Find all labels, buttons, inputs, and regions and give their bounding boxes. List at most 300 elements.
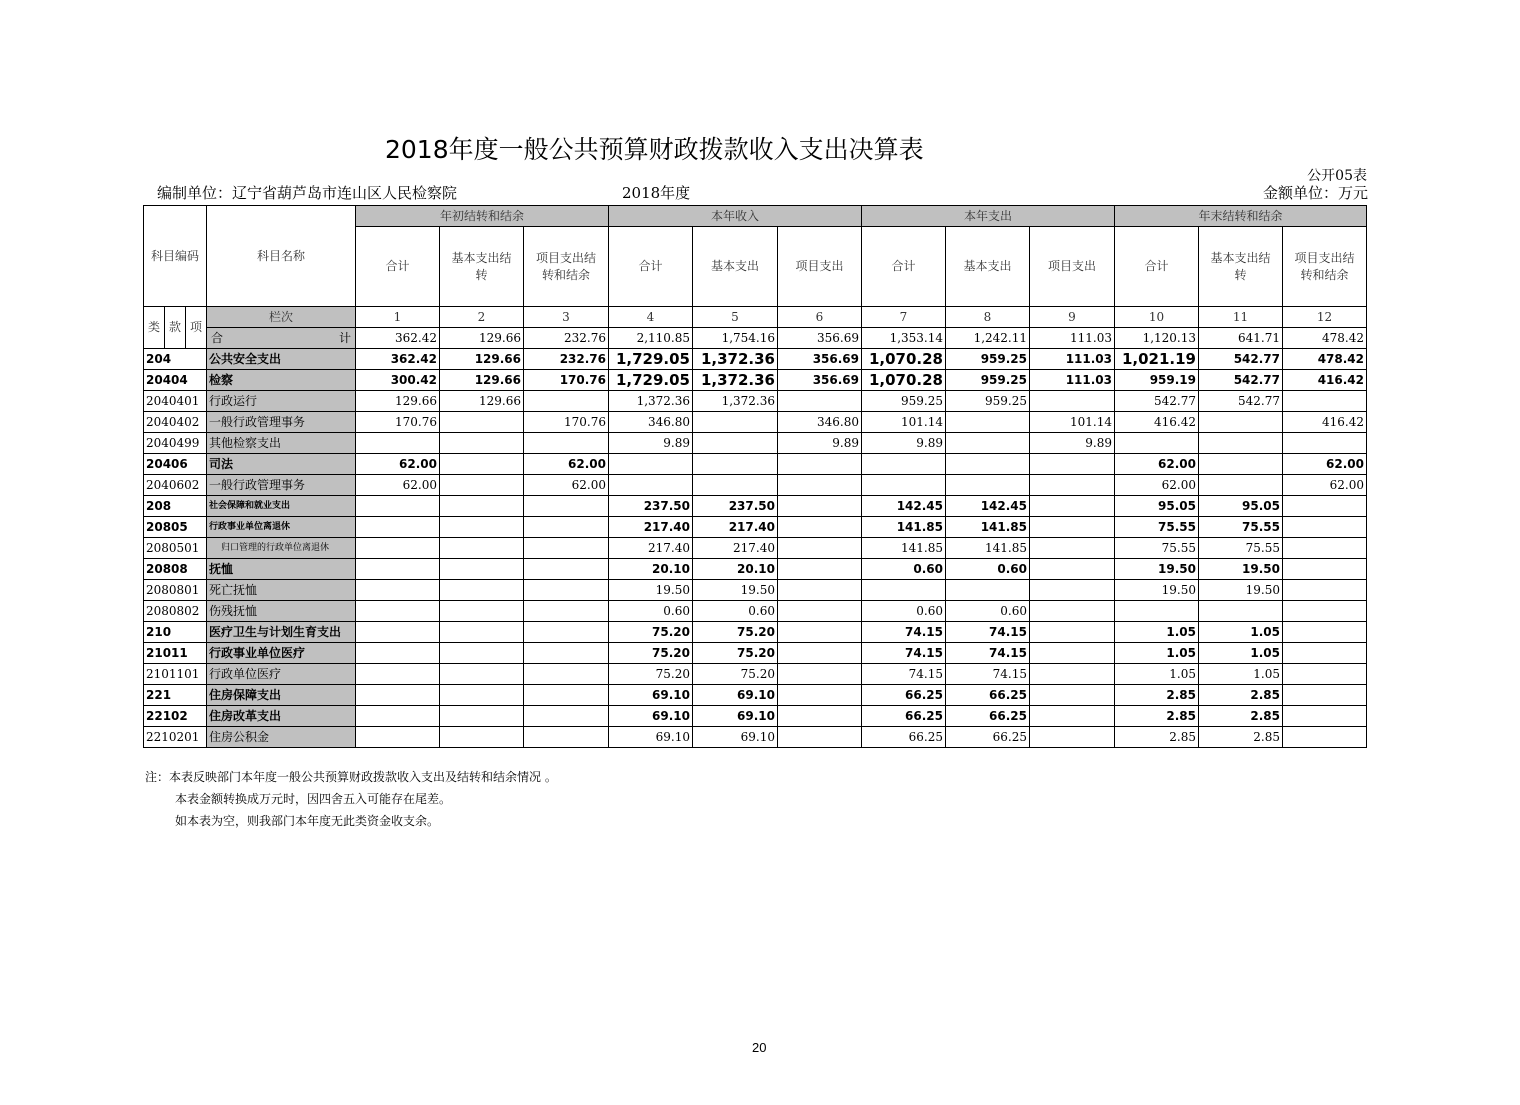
value-cell — [356, 664, 440, 685]
value-cell — [524, 391, 609, 412]
value-cell: 69.10 — [609, 706, 693, 727]
value-cell: 0.60 — [609, 601, 693, 622]
subject-name-cell: 住房公积金 — [207, 727, 356, 748]
value-cell — [693, 412, 778, 433]
subject-code-cell: 2040602 — [144, 475, 207, 496]
value-cell — [946, 580, 1030, 601]
subject-name-cell: 检察 — [207, 370, 356, 391]
value-cell: 9.89 — [1030, 433, 1115, 454]
value-cell — [1283, 391, 1367, 412]
table-row — [144, 643, 1367, 664]
column-number: 6 — [778, 307, 862, 328]
value-cell: 19.50 — [693, 580, 778, 601]
value-cell: 356.69 — [778, 370, 862, 391]
value-cell — [524, 538, 609, 559]
value-cell — [778, 538, 862, 559]
value-cell — [524, 496, 609, 517]
value-cell: 2.85 — [1199, 706, 1283, 727]
value-cell — [524, 580, 609, 601]
subject-code-cell: 2040499 — [144, 433, 207, 454]
value-cell: 69.10 — [693, 706, 778, 727]
value-cell: 959.25 — [946, 349, 1030, 370]
subject-code-cell: 2040401 — [144, 391, 207, 412]
value-cell: 959.25 — [862, 391, 946, 412]
value-cell: 170.76 — [524, 370, 609, 391]
value-cell: 170.76 — [356, 412, 440, 433]
value-cell — [1115, 433, 1199, 454]
value-cell: 129.66 — [440, 370, 524, 391]
value-cell: 1,729.05 — [609, 349, 693, 370]
value-cell — [440, 580, 524, 601]
value-cell — [440, 559, 524, 580]
value-cell — [440, 433, 524, 454]
value-cell: 542.77 — [1199, 370, 1283, 391]
value-cell — [778, 664, 862, 685]
value-cell: 74.15 — [862, 643, 946, 664]
lanci-header: 栏次 — [207, 307, 356, 328]
value-cell — [524, 664, 609, 685]
value-cell: 66.25 — [862, 685, 946, 706]
value-cell — [1030, 517, 1115, 538]
subject-code-cell: 208 — [144, 496, 207, 517]
value-cell: 95.05 — [1115, 496, 1199, 517]
value-cell: 416.42 — [1283, 370, 1367, 391]
value-cell — [1030, 391, 1115, 412]
kuan-header: 款 — [165, 307, 186, 349]
subject-name-cell: 行政运行 — [207, 391, 356, 412]
value-cell: 959.19 — [1115, 370, 1199, 391]
organization-label: 编制单位：辽宁省葫芦岛市连山区人民检察院 — [157, 184, 458, 202]
total-label-right: 计 — [338, 331, 351, 345]
value-cell — [946, 412, 1030, 433]
subject-code-header: 科目编码 — [144, 206, 207, 307]
value-cell — [1283, 538, 1367, 559]
value-cell: 2.85 — [1199, 727, 1283, 748]
subject-code-cell: 2101101 — [144, 664, 207, 685]
value-cell — [862, 475, 946, 496]
value-cell — [524, 685, 609, 706]
column-number: 10 — [1115, 307, 1199, 328]
total-cell: 1,353.14 — [862, 328, 946, 349]
value-cell: 75.20 — [609, 643, 693, 664]
value-cell: 129.66 — [440, 349, 524, 370]
value-cell: 416.42 — [1283, 412, 1367, 433]
value-cell — [1030, 727, 1115, 748]
note-line: 注：本表反映部门本年度一般公共预算财政拨款收入支出及结转和结余情况 。 — [145, 770, 557, 784]
subject-name-cell: 行政事业单位离退休 — [207, 517, 356, 538]
value-cell: 232.76 — [524, 349, 609, 370]
table-row — [144, 622, 1367, 643]
value-cell: 1,372.36 — [609, 391, 693, 412]
column-header: 基本支出结转 — [440, 227, 524, 307]
value-cell — [356, 601, 440, 622]
subject-name-cell: 社会保障和就业支出 — [207, 496, 356, 517]
value-cell — [778, 580, 862, 601]
group-header-expense: 本年支出 — [862, 206, 1115, 227]
value-cell: 95.05 — [1199, 496, 1283, 517]
column-header: 基本支出结转 — [1199, 227, 1283, 307]
table-row — [144, 727, 1367, 748]
column-header: 基本支出 — [693, 227, 778, 307]
value-cell — [1283, 727, 1367, 748]
value-cell — [356, 496, 440, 517]
value-cell — [1283, 517, 1367, 538]
value-cell: 19.50 — [1199, 559, 1283, 580]
value-cell — [778, 559, 862, 580]
value-cell — [440, 601, 524, 622]
value-cell — [1030, 538, 1115, 559]
subject-code-cell: 20805 — [144, 517, 207, 538]
value-cell: 69.10 — [693, 685, 778, 706]
xiang-header: 项 — [186, 307, 207, 349]
value-cell: 111.03 — [1030, 370, 1115, 391]
value-cell — [1030, 496, 1115, 517]
value-cell — [440, 475, 524, 496]
table-row — [144, 433, 1367, 454]
value-cell — [1115, 601, 1199, 622]
money-unit-label: 金额单位：万元 — [1262, 184, 1368, 202]
value-cell — [1283, 643, 1367, 664]
value-cell: 1.05 — [1115, 664, 1199, 685]
subject-name-cell: 行政事业单位医疗 — [207, 643, 356, 664]
subject-name-cell: 医疗卫生与计划生育支出 — [207, 622, 356, 643]
column-number: 11 — [1199, 307, 1283, 328]
value-cell — [1283, 559, 1367, 580]
value-cell: 362.42 — [356, 349, 440, 370]
value-cell: 129.66 — [356, 391, 440, 412]
value-cell — [778, 475, 862, 496]
value-cell — [1199, 433, 1283, 454]
value-cell: 19.50 — [1115, 580, 1199, 601]
column-number: 2 — [440, 307, 524, 328]
value-cell — [1030, 643, 1115, 664]
value-cell: 129.66 — [440, 391, 524, 412]
subject-code-cell: 20808 — [144, 559, 207, 580]
value-cell: 0.60 — [862, 601, 946, 622]
total-cell: 1,754.16 — [693, 328, 778, 349]
note-line: 本表金额转换成万元时，因四舍五入可能存在尾差。 — [175, 792, 452, 806]
value-cell — [356, 580, 440, 601]
value-cell — [778, 391, 862, 412]
value-cell: 74.15 — [946, 622, 1030, 643]
value-cell — [1283, 664, 1367, 685]
table-row — [144, 412, 1367, 433]
table-row — [144, 580, 1367, 601]
value-cell: 66.25 — [946, 685, 1030, 706]
value-cell — [440, 538, 524, 559]
value-cell: 62.00 — [356, 475, 440, 496]
value-cell: 75.20 — [609, 664, 693, 685]
value-cell: 356.69 — [778, 349, 862, 370]
value-cell: 1.05 — [1115, 622, 1199, 643]
subject-code-cell: 22102 — [144, 706, 207, 727]
value-cell — [778, 727, 862, 748]
value-cell — [440, 454, 524, 475]
column-header: 项目支出结转和结余 — [524, 227, 609, 307]
value-cell: 217.40 — [693, 538, 778, 559]
value-cell: 19.50 — [1115, 559, 1199, 580]
value-cell — [1199, 412, 1283, 433]
value-cell: 75.20 — [693, 622, 778, 643]
subject-name-cell: 伤残抚恤 — [207, 601, 356, 622]
value-cell: 9.89 — [609, 433, 693, 454]
subject-name-cell: 公共安全支出 — [207, 349, 356, 370]
subject-code-cell: 204 — [144, 349, 207, 370]
value-cell: 75.55 — [1199, 538, 1283, 559]
subject-code-cell: 2210201 — [144, 727, 207, 748]
fiscal-year-label: 2018年度 — [622, 184, 691, 202]
value-cell: 62.00 — [1115, 454, 1199, 475]
column-header: 合计 — [862, 227, 946, 307]
value-cell: 62.00 — [356, 454, 440, 475]
value-cell — [440, 685, 524, 706]
report-title: 2018年度一般公共预算财政拨款收入支出决算表 — [385, 135, 924, 164]
subject-name-cell: 一般行政管理事务 — [207, 475, 356, 496]
value-cell: 75.20 — [693, 664, 778, 685]
value-cell — [693, 475, 778, 496]
value-cell — [778, 601, 862, 622]
value-cell: 75.20 — [693, 643, 778, 664]
table-row — [144, 517, 1367, 538]
value-cell — [946, 475, 1030, 496]
column-header: 基本支出 — [946, 227, 1030, 307]
value-cell: 141.85 — [862, 538, 946, 559]
value-cell — [1030, 475, 1115, 496]
value-cell: 0.60 — [946, 559, 1030, 580]
value-cell — [778, 706, 862, 727]
value-cell: 20.10 — [609, 559, 693, 580]
value-cell: 74.15 — [946, 643, 1030, 664]
table-row — [144, 349, 1367, 370]
value-cell: 0.60 — [862, 559, 946, 580]
note-line: 如本表为空，则我部门本年度无此类资金收支余。 — [175, 814, 440, 828]
value-cell — [524, 643, 609, 664]
subject-name-cell: 归口管理的行政单位离退休 — [207, 538, 356, 559]
value-cell: 1,021.19 — [1115, 349, 1199, 370]
value-cell: 75.55 — [1199, 517, 1283, 538]
value-cell: 2.85 — [1115, 685, 1199, 706]
value-cell — [1199, 475, 1283, 496]
value-cell: 69.10 — [609, 685, 693, 706]
total-cell: 129.66 — [440, 328, 524, 349]
value-cell — [356, 517, 440, 538]
value-cell — [1030, 685, 1115, 706]
value-cell: 75.55 — [1115, 538, 1199, 559]
column-header: 项目支出 — [1030, 227, 1115, 307]
value-cell — [440, 706, 524, 727]
value-cell — [356, 559, 440, 580]
group-header-income: 本年收入 — [609, 206, 862, 227]
value-cell: 75.20 — [609, 622, 693, 643]
notes — [145, 766, 557, 832]
column-number: 9 — [1030, 307, 1115, 328]
value-cell — [524, 517, 609, 538]
table-row — [144, 496, 1367, 517]
value-cell — [1030, 622, 1115, 643]
total-cell: 362.42 — [356, 328, 440, 349]
subject-name-cell: 住房保障支出 — [207, 685, 356, 706]
column-header: 合计 — [1115, 227, 1199, 307]
value-cell: 2.85 — [1199, 685, 1283, 706]
value-cell — [609, 475, 693, 496]
column-number: 3 — [524, 307, 609, 328]
value-cell: 141.85 — [862, 517, 946, 538]
value-cell — [524, 433, 609, 454]
value-cell — [356, 706, 440, 727]
value-cell: 1,070.28 — [862, 349, 946, 370]
value-cell — [440, 496, 524, 517]
table-row — [144, 685, 1367, 706]
value-cell — [1283, 433, 1367, 454]
value-cell: 0.60 — [693, 601, 778, 622]
total-cell: 111.03 — [1030, 328, 1115, 349]
subject-code-cell: 21011 — [144, 643, 207, 664]
value-cell — [440, 664, 524, 685]
value-cell: 69.10 — [693, 727, 778, 748]
group-header-closing: 年末结转和结余 — [1115, 206, 1367, 227]
header-group-row — [144, 206, 1367, 227]
subject-code-cell: 20406 — [144, 454, 207, 475]
value-cell — [1030, 664, 1115, 685]
value-cell: 1,372.36 — [693, 370, 778, 391]
value-cell — [862, 580, 946, 601]
value-cell — [440, 643, 524, 664]
value-cell — [1030, 559, 1115, 580]
table-row — [144, 475, 1367, 496]
total-cell: 1,120.13 — [1115, 328, 1199, 349]
column-number: 8 — [946, 307, 1030, 328]
subject-name-cell: 司法 — [207, 454, 356, 475]
subject-name-cell: 其他检察支出 — [207, 433, 356, 454]
column-number: 4 — [609, 307, 693, 328]
value-cell — [440, 727, 524, 748]
budget-table — [143, 205, 1367, 748]
column-header: 合计 — [356, 227, 440, 307]
total-cell: 232.76 — [524, 328, 609, 349]
subject-name-cell: 住房改革支出 — [207, 706, 356, 727]
column-number: 5 — [693, 307, 778, 328]
value-cell: 346.80 — [609, 412, 693, 433]
value-cell: 0.60 — [946, 601, 1030, 622]
value-cell — [693, 433, 778, 454]
value-cell: 217.40 — [609, 517, 693, 538]
value-cell — [524, 601, 609, 622]
value-cell: 74.15 — [862, 622, 946, 643]
value-cell — [356, 685, 440, 706]
value-cell: 416.42 — [1115, 412, 1199, 433]
subject-name-cell: 一般行政管理事务 — [207, 412, 356, 433]
total-cell: 641.71 — [1199, 328, 1283, 349]
value-cell — [356, 643, 440, 664]
value-cell: 75.55 — [1115, 517, 1199, 538]
total-label-left: 合 — [211, 331, 224, 345]
value-cell — [1030, 601, 1115, 622]
value-cell: 62.00 — [524, 475, 609, 496]
value-cell: 346.80 — [778, 412, 862, 433]
value-cell — [778, 496, 862, 517]
value-cell: 142.45 — [862, 496, 946, 517]
subject-code-cell: 2080802 — [144, 601, 207, 622]
value-cell — [1199, 601, 1283, 622]
table-row — [144, 601, 1367, 622]
value-cell — [946, 454, 1030, 475]
value-cell — [778, 685, 862, 706]
value-cell — [440, 412, 524, 433]
value-cell: 2.85 — [1115, 727, 1199, 748]
subject-name-cell: 死亡抚恤 — [207, 580, 356, 601]
subject-code-cell: 2080801 — [144, 580, 207, 601]
value-cell — [778, 454, 862, 475]
total-cell: 1,242.11 — [946, 328, 1030, 349]
page-number: 20 — [752, 1040, 767, 1055]
value-cell: 9.89 — [778, 433, 862, 454]
total-cell: 478.42 — [1283, 328, 1367, 349]
table-row — [144, 559, 1367, 580]
value-cell — [1199, 454, 1283, 475]
value-cell — [356, 538, 440, 559]
subject-name-cell: 行政单位医疗 — [207, 664, 356, 685]
column-header: 项目支出结转和结余 — [1283, 227, 1367, 307]
total-row — [144, 328, 1367, 349]
value-cell — [524, 622, 609, 643]
column-number: 7 — [862, 307, 946, 328]
report-meta-line — [143, 182, 1368, 204]
value-cell — [693, 454, 778, 475]
value-cell — [1283, 685, 1367, 706]
value-cell: 959.25 — [946, 391, 1030, 412]
subject-code-cell: 20404 — [144, 370, 207, 391]
value-cell: 2.85 — [1115, 706, 1199, 727]
value-cell: 237.50 — [609, 496, 693, 517]
form-id: 公开05表 — [1307, 168, 1367, 184]
total-cell: 2,110.85 — [609, 328, 693, 349]
value-cell: 1.05 — [1199, 622, 1283, 643]
value-cell: 141.85 — [946, 538, 1030, 559]
value-cell: 66.25 — [946, 706, 1030, 727]
value-cell: 1.05 — [1115, 643, 1199, 664]
column-header: 合计 — [609, 227, 693, 307]
value-cell: 1,729.05 — [609, 370, 693, 391]
value-cell — [1030, 706, 1115, 727]
subject-code-cell: 2040402 — [144, 412, 207, 433]
value-cell: 959.25 — [946, 370, 1030, 391]
value-cell — [356, 433, 440, 454]
value-cell: 9.89 — [862, 433, 946, 454]
value-cell — [440, 622, 524, 643]
value-cell: 1.05 — [1199, 643, 1283, 664]
value-cell — [524, 706, 609, 727]
value-cell: 74.15 — [862, 664, 946, 685]
value-cell — [1283, 496, 1367, 517]
column-number: 12 — [1283, 307, 1367, 328]
value-cell — [862, 454, 946, 475]
table-row — [144, 538, 1367, 559]
value-cell — [356, 622, 440, 643]
total-label — [207, 328, 356, 349]
value-cell: 1,070.28 — [862, 370, 946, 391]
value-cell: 111.03 — [1030, 349, 1115, 370]
table-row — [144, 370, 1367, 391]
total-cell: 356.69 — [778, 328, 862, 349]
value-cell — [609, 454, 693, 475]
value-cell: 62.00 — [1283, 454, 1367, 475]
value-cell — [440, 517, 524, 538]
value-cell: 66.25 — [946, 727, 1030, 748]
value-cell: 542.77 — [1199, 391, 1283, 412]
value-cell: 20.10 — [693, 559, 778, 580]
value-cell — [778, 643, 862, 664]
subject-code-cell: 221 — [144, 685, 207, 706]
